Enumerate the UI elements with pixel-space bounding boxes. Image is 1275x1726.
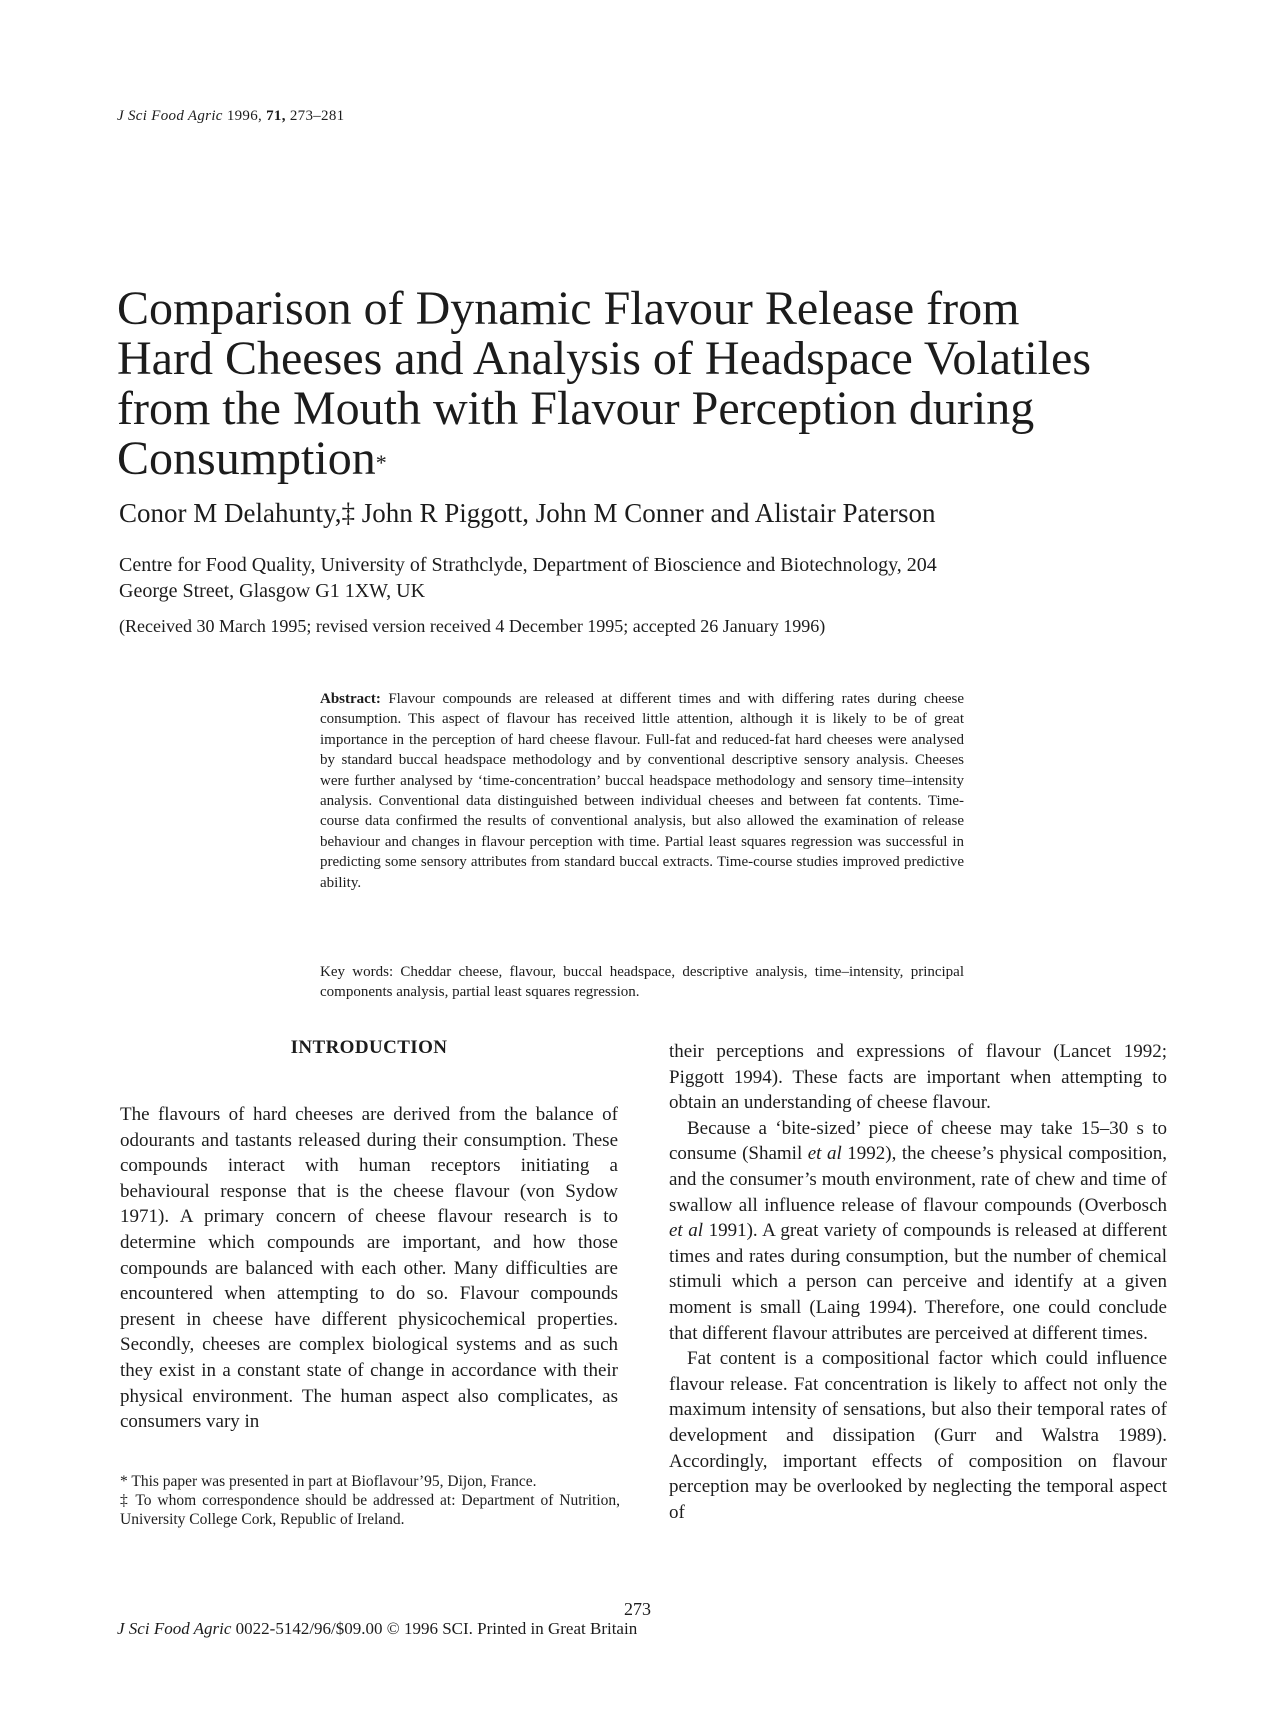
page-footer — [117, 1619, 637, 1639]
text-run: 1991). A great variety of compounds is released at different times and rates during consumption, but the number of chemical stimuli which a person can perceive and identify at a given moment is small (Laing 1994). Therefore, one could conclude that different flavour attributes are perceived at different times. — [669, 1220, 1167, 1344]
running-head — [117, 108, 344, 125]
intro-paragraph: The flavours of hard cheeses are derived from the balance of odourants and tastants released during their consumption. These compounds interact with human receptors initiating a behavioural response that is the cheese flavour (von Sydow 1971). A primary concern of cheese flavour research is to determine which compounds are important, and how those compounds are balanced with each other. Many difficulties are encountered when attempting to do so. Flavour compounds present in cheese have different physicochemical properties. Secondly, cheeses are complex biological systems and as such they exist in a constant state of change in accordance with their physical environment. The human aspect also complicates, as consumers vary in — [120, 1104, 618, 1433]
footnote: * This paper was presented in part at Bioflavour’95, Dijon, France. — [120, 1473, 537, 1490]
title-line-last — [117, 434, 1197, 484]
text-run-italic: et al — [669, 1220, 704, 1242]
intro-paragraph — [669, 1116, 1167, 1346]
footnote: ‡ To whom correspondence should be addressed at: Department of Nutrition, University College Cork, Republic of Ireland. — [120, 1492, 620, 1528]
running-head-pages: 273–281 — [289, 108, 345, 124]
keywords-text: Cheddar cheese, flavour, buccal headspace, descriptive analysis, time–intensity, principal components analysis, partial least squares regression. — [320, 964, 965, 1001]
paper-title — [117, 284, 1197, 484]
abstract-text: Flavour compounds are released at different times and with differing rates during cheese consumption. This aspect of flavour has received little attention, although it is likely to be of great importance in the perception of hard cheese flavour. Full-fat and reduced-fat hard cheeses were analysed by standard buccal headspace methodology and by conventional descriptive sensory analysis. Cheeses were further analysed by ‘time-concentration’ buccal headspace methodology and sensory time–intensity analysis. Conventional data distinguished between individual cheeses and between fat contents. Time-course data confirmed the results of conventional analysis, but also allowed the examination of release behaviour and changes in flavour perception with time. Partial least squares regression was successful in predicting some sensory attributes from standard buccal extracts. Time-course studies improved predictive ability. — [320, 691, 964, 891]
abstract-label: Abstract: — [320, 691, 381, 707]
affiliation — [119, 552, 1129, 604]
title-footnote-marker: * — [375, 450, 387, 475]
title-line: Hard Cheeses and Analysis of Headspace Volatiles — [117, 332, 1091, 385]
footnotes — [120, 1472, 620, 1529]
intro-paragraph: Fat content is a compositional factor which could influence flavour release. Fat concentration is likely to affect not only the maximum intensity of sensations, but also their temporal rates of development and dissipation (Gurr and Walstra 1989). Accordingly, important effects of composition on flavour perception may be overlooked by neglecting the temporal aspect of — [669, 1348, 1167, 1523]
affiliation-line: George Street, Glasgow G1 1XW, UK — [119, 580, 426, 602]
running-head-year: 1996, — [226, 108, 263, 124]
keywords — [320, 962, 964, 1003]
abstract — [320, 689, 964, 893]
page-number: 273 — [624, 1599, 651, 1619]
footer-journal: J Sci Food Agric — [117, 1619, 232, 1638]
right-column — [669, 1039, 1167, 1525]
running-head-volume: 71, — [266, 108, 286, 124]
text-run-italic: et al — [807, 1143, 842, 1165]
affiliation-line: Centre for Food Quality, University of Strathclyde, Department of Bioscience and Biotechnology, 204 — [119, 554, 937, 576]
keywords-label: Key words: — [320, 964, 394, 980]
title-line: Comparison of Dynamic Flavour Release from — [117, 282, 1020, 335]
left-column — [120, 1102, 618, 1435]
received-dates: (Received 30 March 1995; revised version received 4 December 1995; accepted 26 January 1996) — [119, 616, 826, 636]
text-run: Because a ‘bite-sized’ piece of cheese may take 15–30 s to consume (Shamil — [669, 1117, 1167, 1165]
title-line: from the Mouth with Flavour Perception during — [117, 382, 1035, 435]
running-head-journal: J Sci Food Agric — [117, 108, 223, 124]
intro-paragraph-continued: their perceptions and expressions of flavour (Lancet 1992; Piggott 1994). These facts are important when attempting to obtain an understanding of cheese flavour. — [669, 1041, 1167, 1114]
author-list: Conor M Delahunty,‡ John R Piggott, John M Conner and Alistair Paterson — [119, 498, 936, 528]
text-run: 1992), the cheese’s physical composition, and the consumer’s mouth environment, rate of chew and time of swallow all influence release of flavour compounds (Overbosch — [669, 1143, 1167, 1216]
title-line: Consumption — [117, 432, 376, 485]
footer-copyright: 0022-5142/96/$09.00 © 1996 SCI. Printed in Great Britain — [231, 1619, 638, 1638]
section-heading-introduction: INTRODUCTION — [290, 1037, 448, 1058]
